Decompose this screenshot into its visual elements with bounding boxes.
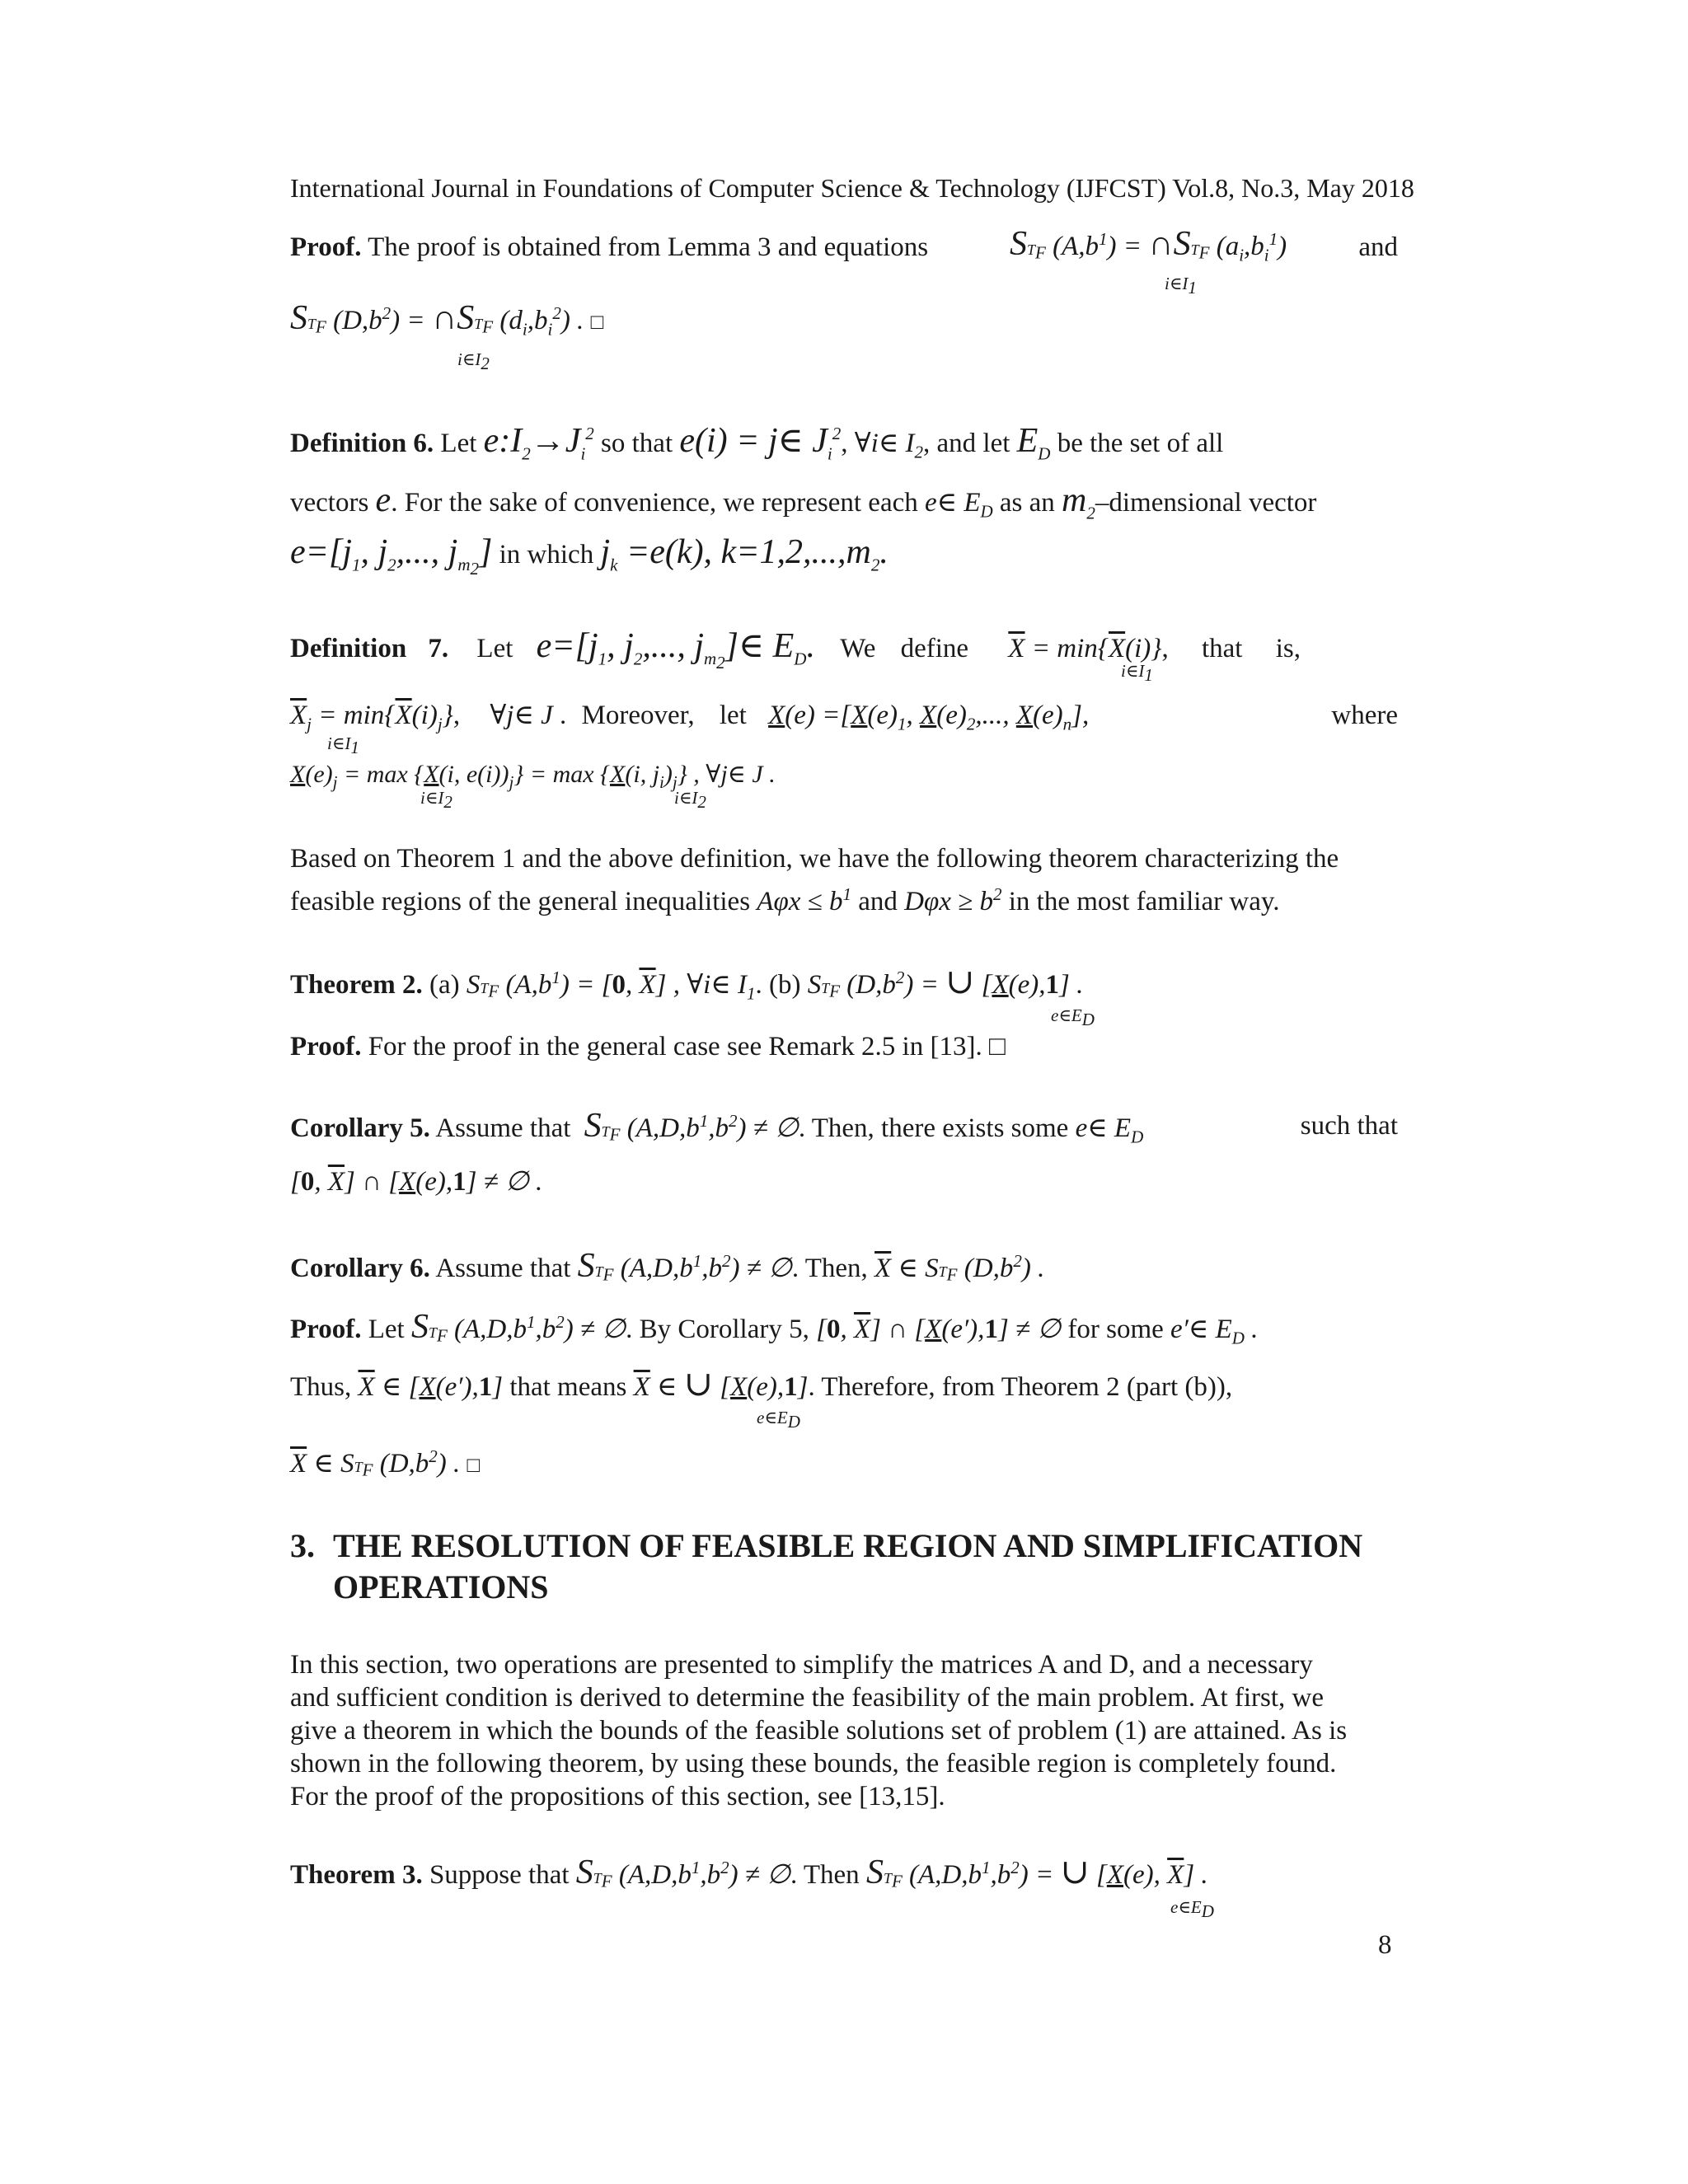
- definition-7-label: Definition: [290, 634, 407, 663]
- math-s-nonempty: $ST_F$ $(A,D,b^1,b^2)$ ≠ ∅: [575, 1854, 790, 1891]
- math-xbar-min: $\overline{X} = \min\{\overline{X}(i)\}$: [1008, 634, 1162, 663]
- math-e-map: $e:I_2\to J_i^2$: [483, 422, 594, 464]
- math-xbar-in-s-final: $\overline{X}$ ∈ $ST_F$ $(D,b^2)$ .: [290, 1446, 461, 1480]
- subscript-i-in-i1: $i\in I_1$: [1165, 274, 1197, 298]
- text-such-that: such that: [1300, 1111, 1398, 1141]
- text-familiar-way: in the most familiar way.: [1008, 887, 1280, 916]
- theorem-3-label: Theorem 3.: [290, 1860, 423, 1890]
- word-let: Let: [440, 429, 477, 458]
- math-jk: $j_k =e(k)$, $k=1,2,...,m_2$.: [600, 533, 889, 575]
- math-s-nonempty: $ST_F$ $(A,D,b^1,b^2)$ ≠ ∅: [410, 1308, 626, 1346]
- math-e-i: e(i) = j∈ $J_i^2$: [679, 422, 842, 464]
- math-e-in-ed: e∈ $E_D$: [925, 488, 993, 522]
- math-s-a-b1-interval: $ST_F$ $(A,b^1) = [0$, $\overline{X}$] , ∀i∈ $I_1$: [466, 968, 756, 1004]
- proof-3-line-3: [290, 1447, 1398, 1483]
- section-number: 3.: [290, 1527, 315, 1564]
- word-let: Let: [368, 1315, 405, 1344]
- text-convenience: . For the sake of convenience, we represent each: [391, 488, 918, 518]
- word-so-that: so that: [601, 429, 673, 458]
- word-moreover: Moreover,: [581, 701, 695, 730]
- math-intersection-e-prime: [0, $\overline{X}$] ∩ [X(e′),1] ≠ ∅: [816, 1315, 1062, 1344]
- corollary-5-line-2: [290, 1165, 1398, 1198]
- math-xbar-in-s: $\overline{X}$ ∈ $ST_F$ $(D,b^2)$ .: [874, 1251, 1045, 1285]
- subscript-e-in-ed: $e\in E_D$: [1051, 1005, 1095, 1030]
- word-define: define: [900, 634, 969, 663]
- section-title-line-1: THE RESOLUTION OF FEASIBLE REGION AND SIMPLIFICATION: [333, 1527, 1363, 1564]
- page-number: 8: [1378, 1930, 1392, 1960]
- proof-1-line-1: [290, 225, 1398, 265]
- proof-label: Proof.: [290, 232, 362, 262]
- definition-7-line-3: [290, 758, 1398, 791]
- subscript-e-in-ed-b: $e\in E_D$: [757, 1408, 800, 1432]
- section-3-paragraph: [290, 1648, 1398, 1813]
- paragraph-based-line-2: [290, 885, 1398, 918]
- definition-7-line-1: Definition 7. Let $e=[j_1$, $j_2$,..., $j_{m_2}]\in$ $E_D$. We define $\overline{X} = \min\{\overline{X}(i)\}$, that is,: [290, 627, 1301, 673]
- paragraph-line: For the proof of the propositions of this section, see [13,15].: [290, 1782, 945, 1811]
- qed-symbol: □: [590, 310, 604, 334]
- theorem-2-part-a: (a): [429, 970, 460, 1000]
- math-xbar-in-union: $\overline{X}$ ∈ ∪ [X(e),1]: [633, 1366, 809, 1404]
- math-s-union-interval: $ST_F$ $(A,D,b^1,b^2)$ = ∪ [X(e), $\overline{X}$] .: [865, 1854, 1208, 1891]
- equation-s-d-b2: $ST_F$ $(D,b^2)$ = $\cap ST_F$ $(d_i,b_i^2)$ .: [290, 299, 584, 340]
- math-x-underline-e: $X(e) =[X(e)_1$, $X(e)_2$,..., $X(e)_n$],: [768, 701, 1090, 734]
- proof-1-line-2: [290, 299, 1398, 340]
- word-thus: Thus,: [290, 1372, 352, 1402]
- theorem-3-line: [290, 1856, 1398, 1895]
- proof-text: The proof is obtained from Lemma 3 and equations: [368, 232, 929, 262]
- math-d-phi-x: $D\varphi x \ge b^2$: [904, 884, 1002, 916]
- word-let: Let: [476, 634, 513, 663]
- math-m2: $m_2$: [1062, 481, 1095, 523]
- corollary-5-line-1: [290, 1109, 1398, 1148]
- text-by-corollary: . By Corollary 5,: [626, 1315, 809, 1344]
- word-and-let: , and let: [923, 429, 1010, 458]
- text-assume-that: Assume that: [435, 1113, 571, 1143]
- text-dimensional-vector: –dimensional vector: [1095, 488, 1317, 518]
- proof-3-line-1: [290, 1310, 1398, 1349]
- definition-6-label: Definition 6.: [290, 429, 434, 458]
- proof-2-text: For the proof in the general case see Remark 2.5 in [13]. □: [368, 1032, 1006, 1062]
- word-and: and: [858, 887, 898, 916]
- math-xbar-j: $\overline{X}_j = \min\{\overline{X}(i)_j\}$: [290, 701, 453, 734]
- section-title-line-2: OPERATIONS: [333, 1568, 549, 1605]
- math-ed: $E_D$: [1016, 422, 1051, 464]
- definition-6-line-3: [290, 533, 1398, 579]
- corollary-6-label: Corollary 6.: [290, 1254, 430, 1283]
- word-be-set: be the set of all: [1057, 429, 1224, 458]
- theorem-2-part-b: . (b): [755, 970, 801, 1000]
- running-header: International Journal in Foundations of Computer Science & Technology (IJFCST) Vol.8, No.3, May 2018: [290, 173, 1414, 203]
- text-for-some: for some: [1067, 1315, 1164, 1344]
- word-where: where: [1331, 701, 1398, 730]
- text-assume-that: Assume that: [435, 1254, 571, 1283]
- paragraph-based-line-1: Based on Theorem 1 and the above definition, we have the following theorem characterizing the: [290, 844, 1339, 874]
- word-is: is,: [1275, 634, 1301, 663]
- proof-label: Proof.: [290, 1032, 362, 1062]
- math-x-underline-e-j: $X(e)_j = \max \{X(i$, $e(i))_j\} = \max \{X(i$, $j_i)_j$} , ∀j∈ J .: [290, 761, 776, 792]
- text-then: . Then: [790, 1860, 860, 1890]
- definition-6-line-1: Definition 6. Let $e:I_2\to J_i^2$ so that e(i) = j∈ $J_i^2$, ∀i∈ $I_2$, and let $E_D$ be the set of all: [290, 422, 1224, 464]
- proof-3-line-2: [290, 1368, 1398, 1404]
- word-that: that: [1201, 634, 1243, 663]
- math-e-in-ed: e∈ $E_D$: [1075, 1113, 1144, 1147]
- math-xbar-in-interval: $\overline{X}$ ∈ [X(e′),1]: [358, 1372, 504, 1402]
- definition-6-line-2: [290, 481, 1398, 523]
- math-s-d-b2-union: $ST_F$ $(D,b^2)$ = ∪ [X(e),1] .: [807, 963, 1084, 1001]
- paragraph-line: shown in the following theorem, by using these bounds, the feasible region is completely found.: [290, 1749, 1337, 1779]
- paragraph-line: In this section, two operations are presented to simplify the matrices A and D, and a necessary: [290, 1650, 1313, 1680]
- math-intersection-nonempty: [0, $\overline{X}$] ∩ [X(e),1] ≠ ∅ .: [290, 1167, 543, 1197]
- text-then-exists: . Then, there exists some: [798, 1113, 1069, 1143]
- definition-7-line-2: $\overline{X}_j = \min\{\overline{X}(i)_j\}$, ∀j∈ J . Moreover, let $X(e) =[X(e)_1$, $X(e)_2$,..., $X(e)_n$], where: [290, 701, 1398, 734]
- math-e-vector-in-ed: $e=[j_1$, $j_2$,..., $j_{m_2}]\in$ $E_D$.: [536, 627, 815, 673]
- math-s-nonempty: $ST_F$ $(A,D,b^1,b^2)$ ≠ ∅: [577, 1247, 792, 1285]
- subscript-i-in-i2-b: $i\in I_2$: [420, 788, 452, 813]
- math-e-vector: $e=[j_1$, $j_2$,..., $j_{m_2}$]: [290, 533, 493, 579]
- subscript-i-in-i2-c: $i\in I_2$: [674, 788, 706, 813]
- math-e-prime-in-ed: e′∈ $E_D$ .: [1170, 1315, 1259, 1348]
- word-and: and: [1358, 232, 1398, 262]
- section-3-heading: [290, 1526, 1362, 1566]
- paragraph-line: give a theorem in which the bounds of the feasible solutions set of problem (1) are attained. As is: [290, 1716, 1348, 1746]
- subscript-i-in-i1-c: $i\in I_1$: [327, 733, 359, 758]
- word-we: We: [840, 634, 876, 663]
- math-forall-j: ∀j∈ J: [490, 701, 553, 730]
- text-suppose-that: Suppose that: [429, 1860, 570, 1890]
- subscript-i-in-i2: $i\in I_2$: [457, 349, 490, 374]
- text-therefore: . Therefore, from Theorem 2 (part (b)),: [808, 1372, 1233, 1402]
- proof-label: Proof.: [290, 1315, 362, 1344]
- word-in-which: in which: [499, 540, 594, 569]
- math-forall-i: ∀i∈ $I_2$: [854, 429, 923, 462]
- theorem-2-label: Theorem 2.: [290, 970, 423, 1000]
- math-s-nonempty: $ST_F$ $(A,D,b^1,b^2)$ ≠ ∅: [584, 1107, 799, 1145]
- text-then: . Then,: [791, 1254, 868, 1283]
- subscript-i-in-i1-b: $i\in I_1$: [1121, 661, 1153, 686]
- qed-symbol: □: [467, 1453, 481, 1477]
- text-that-means: that means: [509, 1372, 627, 1402]
- math-a-phi-x: $A\varphi x \le b^1$: [757, 884, 851, 916]
- paragraph-line: and sufficient condition is derived to determine the feasibility of the main problem. At first, we: [290, 1683, 1324, 1713]
- corollary-6-line: [290, 1249, 1398, 1288]
- math-e: e: [375, 481, 392, 519]
- proof-2-line: [290, 1030, 1398, 1063]
- word-vectors: vectors: [290, 488, 369, 518]
- theorem-2-line: [290, 963, 1398, 1005]
- text-feasible-regions: feasible regions of the general inequalities: [290, 887, 751, 916]
- word-as-an: as an: [999, 488, 1055, 518]
- equation-s-a-b1: $ST_F$ $(A,b^1)$ = $\cap ST_F$ $(a_i,b_i^1)$: [1010, 225, 1287, 265]
- word-let-2: let: [719, 701, 747, 730]
- definition-7-number: 7.: [428, 634, 449, 663]
- corollary-5-label: Corollary 5.: [290, 1113, 430, 1143]
- subscript-e-in-ed-c: $e\in E_D$: [1170, 1897, 1214, 1922]
